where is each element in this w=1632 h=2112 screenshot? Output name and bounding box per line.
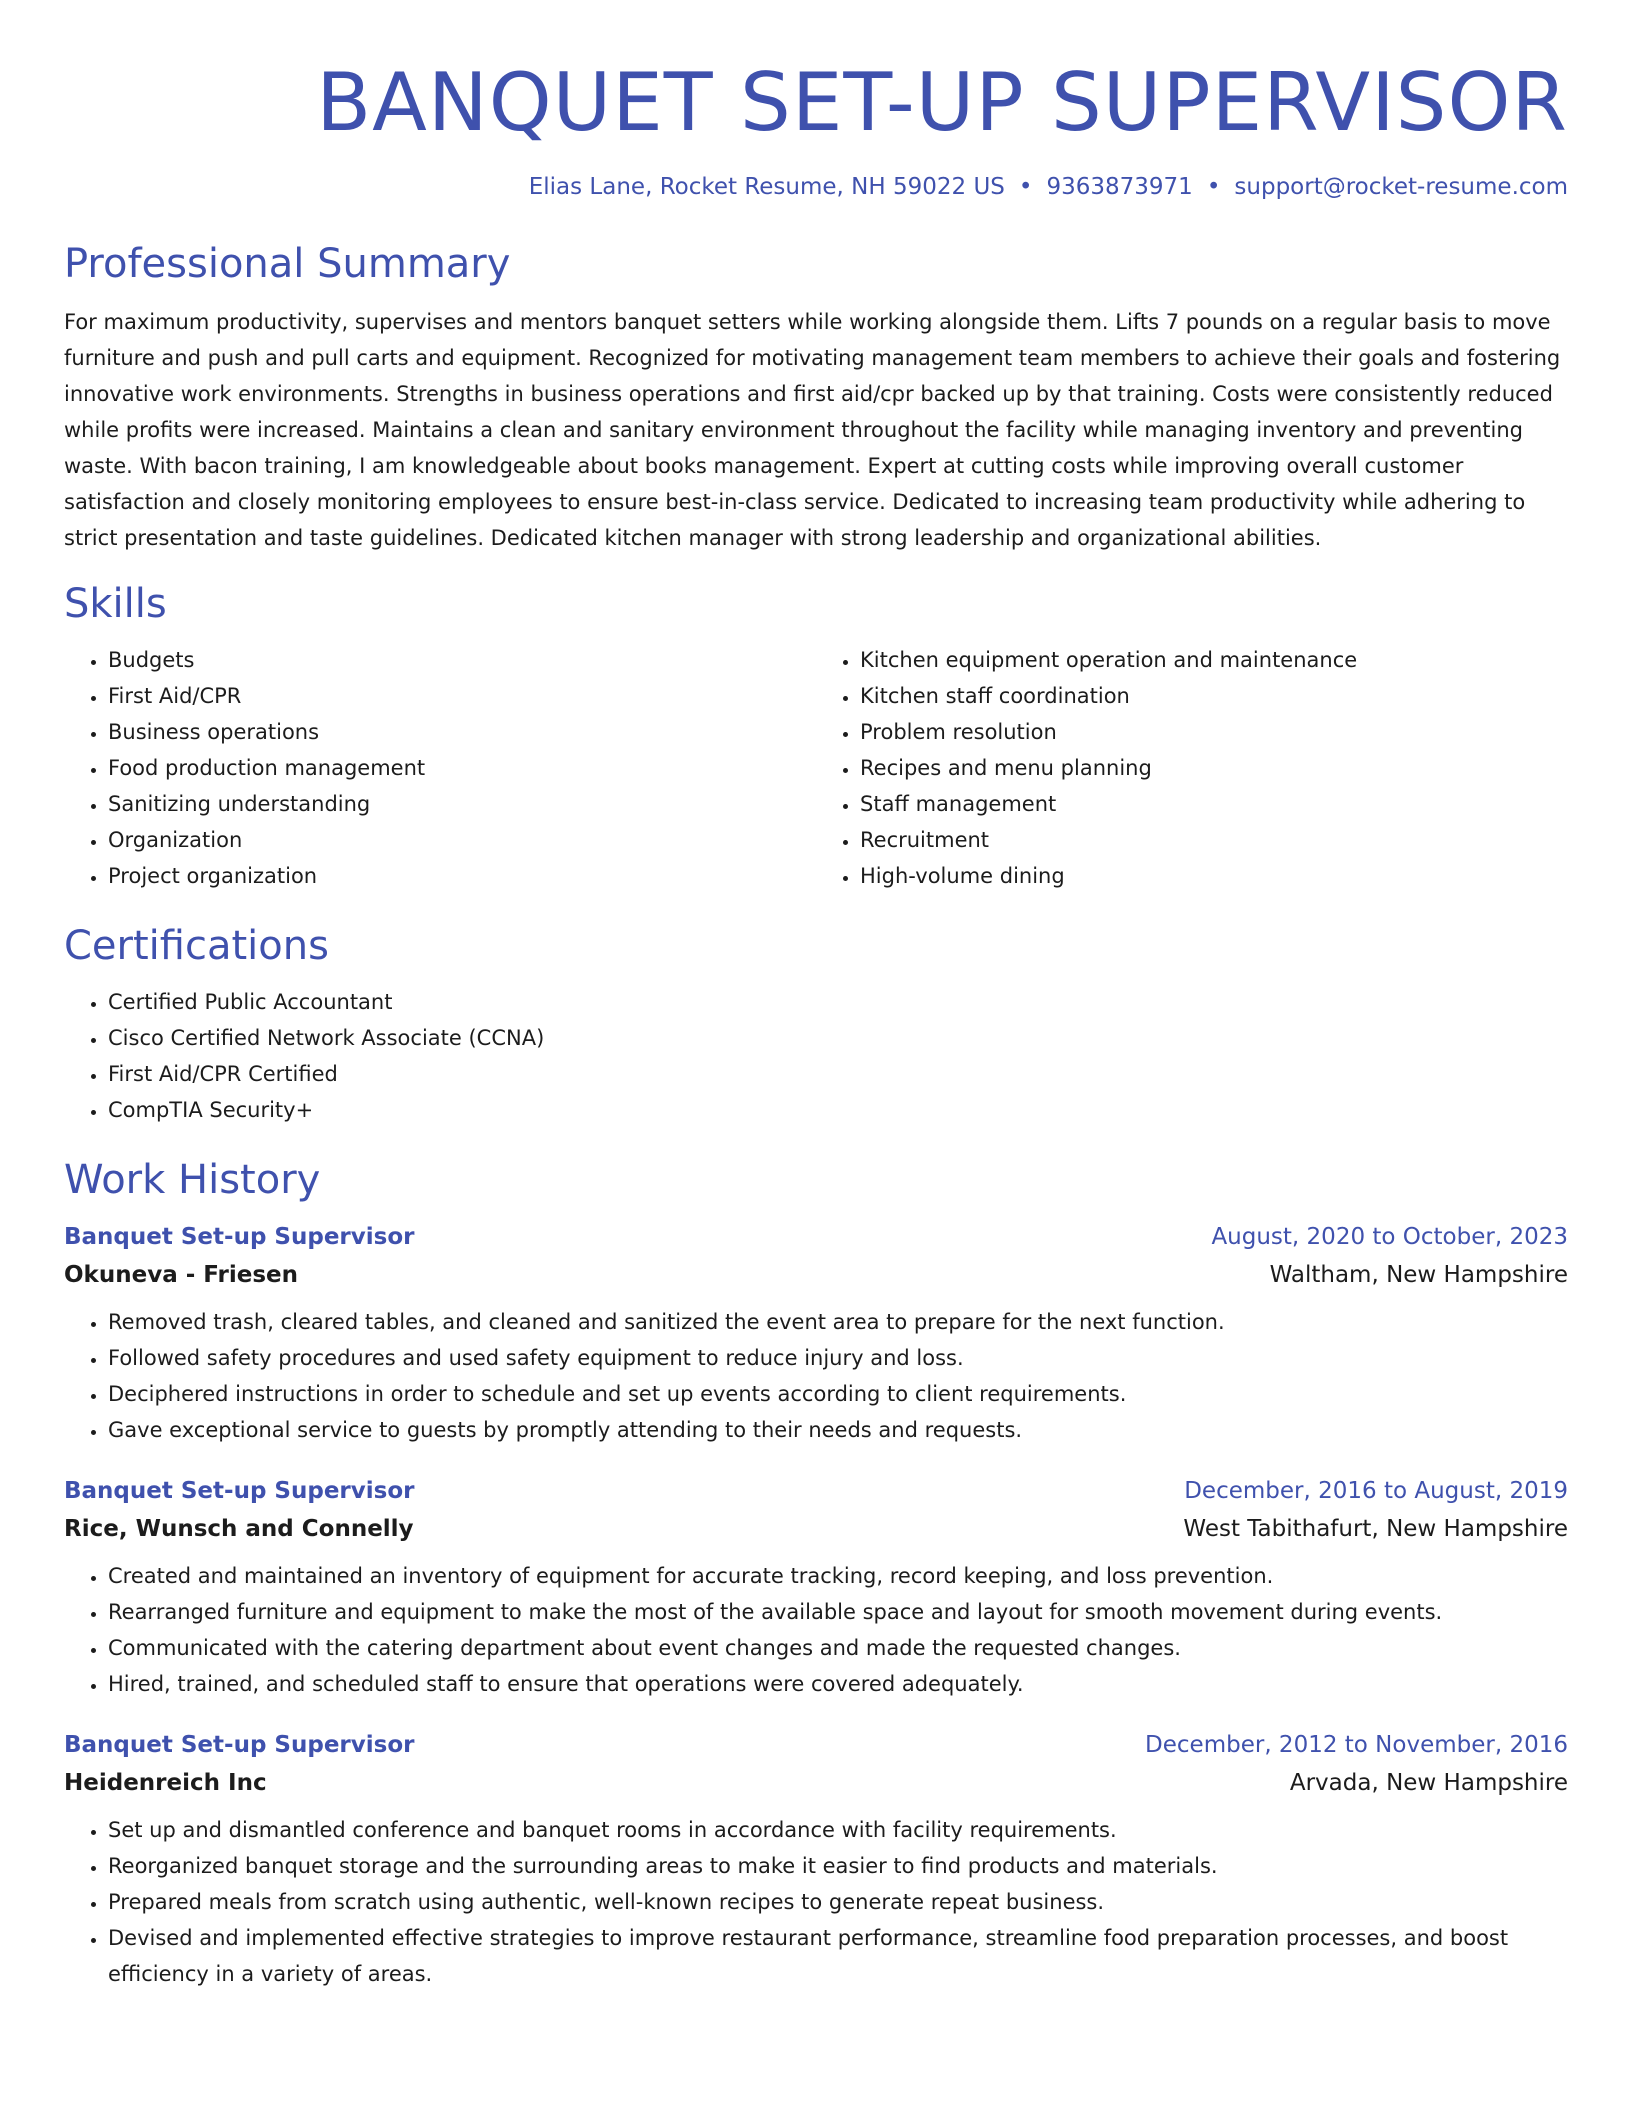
contact-address: Elias Lane, Rocket Resume, NH 59022 US <box>528 174 1005 200</box>
certification-item: • Cisco Certified Network Associate (CCNA) <box>108 1020 1568 1056</box>
skill-item: • Budgets <box>108 642 816 678</box>
job-company: Heidenreich Inc <box>64 1770 267 1796</box>
job-bullet: • Deciphered instructions in order to schedule and set up events according to client requirements. <box>108 1376 1568 1412</box>
contact-separator: • <box>1018 174 1033 200</box>
skills-section <box>64 576 1568 894</box>
certifications-heading: Certifications <box>64 923 329 969</box>
job-bullet: • Created and maintained an inventory of equipment for accurate tracking, record keeping, and loss prevention. <box>108 1558 1568 1594</box>
summary-text: For maximum productivity, supervises and mentors banquet setters while working alongside them. Lifts 7 pounds on a regular basis to move furniture and push and pull carts and equipment. Recognized for motivating management team members to achieve their goals and fostering innovative work environments. Strengths in business operations and first aid/cpr backed up by that training. Costs were consistently reduced while profits were increased. Maintains a clean and sanitary environment throughout the facility while managing inventory and preventing waste. With bacon training, I am knowledgeable about books management. Expert at cutting costs while improving overall customer satisfaction and closely monitoring employees to ensure best-in-class service. Dedicated to increasing team productivity while adhering to strict presentation and taste guidelines. Dedicated kitchen manager with strong leadership and organizational abilities. <box>64 310 1561 550</box>
skills-heading: Skills <box>64 581 167 627</box>
skills-right-column <box>816 642 1568 894</box>
job-location: Arvada, New Hampshire <box>1289 1770 1568 1796</box>
skill-item: • Business operations <box>108 714 816 750</box>
job-title: Banquet Set-up Supervisor <box>64 1478 415 1504</box>
job-bullet: • Devised and implemented effective strategies to improve restaurant performance, streamline food preparation processes, and boost efficiency in a variety of areas. <box>108 1920 1568 1992</box>
summary-heading: Professional Summary <box>64 241 511 287</box>
skills-left-column <box>64 642 816 894</box>
job-company: Rice, Wunsch and Connelly <box>64 1516 414 1542</box>
job-bullet: • Gave exceptional service to guests by promptly attending to their needs and requests. <box>108 1412 1568 1448</box>
contact-separator: • <box>1206 174 1221 200</box>
contact-phone: 9363873971 <box>1046 174 1193 200</box>
certification-item: • Certified Public Accountant <box>108 984 1568 1020</box>
skill-item: • Project organization <box>108 858 816 894</box>
job-bullet: • Rearranged furniture and equipment to make the most of the available space and layout for smooth movement during events. <box>108 1594 1568 1630</box>
job-location: Waltham, New Hampshire <box>1269 1262 1568 1288</box>
job-bullet: • Hired, trained, and scheduled staff to ensure that operations were covered adequately. <box>108 1666 1568 1702</box>
job-dates: December, 2012 to November, 2016 <box>1145 1732 1568 1758</box>
skill-item: • Food production management <box>108 750 816 786</box>
job-bullet: • Prepared meals from scratch using authentic, well-known recipes to generate repeat business. <box>108 1884 1568 1920</box>
work-history-section <box>64 1152 1568 1992</box>
skill-item: • Staff management <box>860 786 1568 822</box>
certifications-section <box>64 918 1568 1128</box>
job-location: West Tabithafurt, New Hampshire <box>1183 1516 1568 1542</box>
resume-title: BANQUET SET-UP SUPERVISOR <box>316 56 1568 149</box>
contact-email[interactable]: support@rocket-resume.com <box>1234 174 1568 200</box>
job-bullet: • Followed safety procedures and used safety equipment to reduce injury and loss. <box>108 1340 1568 1376</box>
skills-columns <box>64 642 1568 894</box>
job-bullet: • Removed trash, cleared tables, and cleaned and sanitized the event area to prepare for the next function. <box>108 1304 1568 1340</box>
work-history-heading: Work History <box>64 1157 321 1203</box>
job-bullet: • Reorganized banquet storage and the surrounding areas to make it easier to find products and materials. <box>108 1848 1568 1884</box>
job-entry <box>64 1472 1568 1702</box>
skill-item: • Kitchen staff coordination <box>860 678 1568 714</box>
job-title: Banquet Set-up Supervisor <box>64 1732 415 1758</box>
certification-item: • CompTIA Security+ <box>108 1092 1568 1128</box>
job-entry <box>64 1726 1568 1992</box>
job-dates: December, 2016 to August, 2019 <box>1184 1478 1568 1504</box>
skill-item: • Kitchen equipment operation and maintenance <box>860 642 1568 678</box>
job-title: Banquet Set-up Supervisor <box>64 1224 415 1250</box>
skill-item: • Recipes and menu planning <box>860 750 1568 786</box>
job-bullet: • Set up and dismantled conference and banquet rooms in accordance with facility requirements. <box>108 1812 1568 1848</box>
skill-item: • Sanitizing understanding <box>108 786 816 822</box>
job-company: Okuneva - Friesen <box>64 1262 298 1288</box>
summary-section <box>64 236 1568 556</box>
skill-item: • High-volume dining <box>860 858 1568 894</box>
skill-item: • Problem resolution <box>860 714 1568 750</box>
skill-item: • First Aid/CPR <box>108 678 816 714</box>
certification-item: • First Aid/CPR Certified <box>108 1056 1568 1092</box>
skill-item: • Organization <box>108 822 816 858</box>
skill-item: • Recruitment <box>860 822 1568 858</box>
job-entry <box>64 1218 1568 1448</box>
contact-line <box>64 170 1568 204</box>
job-dates: August, 2020 to October, 2023 <box>1211 1224 1568 1250</box>
job-bullet: • Communicated with the catering department about event changes and made the requested changes. <box>108 1630 1568 1666</box>
